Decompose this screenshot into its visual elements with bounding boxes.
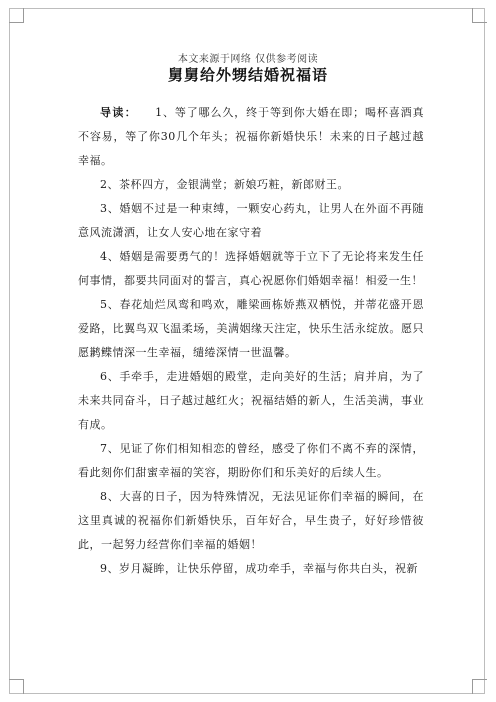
lead-paragraph [78,101,424,173]
crop-mark-top-left [9,8,24,23]
paragraph-2: 2、茶杯四方，金银满堂；新娘巧粧，新郎财王。 [100,178,349,191]
lead-label: 导读： [100,106,138,119]
paragraph-7: 7、见证了你们相知相恋的曾经，感受了你们不离不弃的深情，看此刻你们甜蜜幸福的笑容，期盼你们和乐美好的后续人生。 [78,442,424,479]
paragraph-9: 9、岁月凝眸，让快乐停留，成功牵手，幸福与你共白头，祝新 [100,562,418,575]
paragraph-4: 4、婚姻是需要勇气的！选择婚姻就等于立下了无论将来发生任何事情，都要共同面对的誓言，真心祝愿你们婚姻幸福！相爱一生！ [78,250,424,287]
crop-mark-bottom-right [472,679,487,694]
lead-text: 1、等了哪么久，终于等到你大婚在即；喝杯喜酒真不容易，等了你30几个年头；祝福你新婚快乐！未来的日子越过越幸福。 [78,106,424,167]
crop-mark-top-right [472,8,487,23]
crop-mark-bottom-left [9,679,24,694]
document-body [78,101,424,581]
paragraph-8: 8、大喜的日子，因为特殊情况，无法见证你们幸福的瞬间，在这里真诚的祝福你们新婚快乐，百年好合，早生贵子，好好珍惜彼此，一起努力经营你们幸福的婚姻！ [78,490,424,551]
document-title: 舅舅给外甥结婚祝福语 [167,66,328,84]
source-note: 本文来源于网络 仅供参考阅读 [177,54,319,65]
paragraph-5: 5、春花灿烂凤鸾和鸣欢，雕梁画栋娇燕双栖悦，并蒂花盛开恩爱路，比翼鸟双飞温柔场，美满姻缘天注定，快乐生活永绽放。愿只愿鹣鲽情深一生幸福，缱绻深情一世温馨。 [78,298,424,359]
paragraph-3: 3、婚姻不过是一种束缚，一颗安心药丸，让男人在外面不再随意风流潇洒，让女人安心地在家守着 [78,202,424,239]
paragraph-6: 6、手牵手，走进婚姻的殿堂，走向美好的生活；肩并肩，为了未来共同奋斗，日子越过越红火；祝福结婚的新人，生活美满，事业有成。 [78,370,424,431]
